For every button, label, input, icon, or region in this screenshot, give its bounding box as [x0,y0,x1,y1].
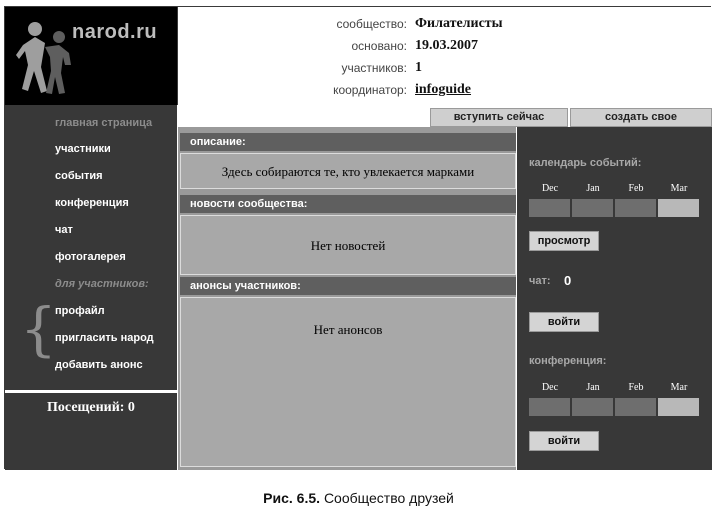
conference-cell-dec[interactable] [529,398,570,416]
visits-counter: Посещений: 0 [47,400,135,415]
conference-month: Jan [586,382,600,393]
create-own-tab[interactable]: создать свое [570,108,712,127]
conference-cell-mar[interactable] [658,398,699,416]
calendar-cell-jan[interactable] [572,199,613,217]
sidebar-members-heading: для участников: [55,278,149,290]
community-info [177,7,712,105]
calendar-label: календарь событий: [529,157,642,169]
conference-enter-button[interactable]: войти [529,431,599,451]
view-calendar-button[interactable]: просмотр [529,231,599,251]
sidebar-item-conference[interactable]: конференция [55,197,129,209]
chat-label: чат: [529,275,551,287]
figure-caption [0,490,717,506]
members-count-label: участников: [341,61,407,75]
founded-value: 19.03.2007 [415,38,478,53]
chat-enter-button[interactable]: войти [529,312,599,332]
people-logo-icon [15,17,75,97]
figure-number: Рис. 6.5. [263,490,321,506]
community-name-label: сообщество: [336,17,407,31]
sidebar-item-events[interactable]: события [55,170,103,182]
sidebar-item-add-announcement[interactable]: добавить анонс [55,359,143,371]
calendar-month: Jan [586,183,600,194]
narod-logo[interactable] [5,7,177,105]
sidebar-item-photogallery[interactable]: фотогалерея [55,251,126,263]
sidebar-nav [5,105,177,470]
sidebar-item-invite[interactable]: пригласить народ [55,332,154,344]
coordinator-label: координатор: [333,83,407,97]
sidebar-item-home[interactable]: главная страница [55,117,153,129]
conference-month: Dec [541,382,559,393]
description-text: Здесь собираются те, кто увлекается марками [221,164,475,179]
news-text: Нет новостей [310,238,386,253]
calendar-cell-feb[interactable] [615,199,656,217]
chat-count: 0 [564,273,572,288]
right-panel [517,127,712,470]
coordinator-row [178,83,713,101]
calendar-month: Dec [541,183,559,194]
calendar-month: Feb [628,183,644,194]
announcements-header: анонсы участников: [180,277,516,295]
figure-caption-text: Сообщество друзей [323,490,454,506]
founded-label: основано: [351,39,407,53]
community-page-frame [4,6,711,469]
sidebar-divider [5,390,177,393]
calendar-cell-dec[interactable] [529,199,570,217]
calendar-cell-mar[interactable] [658,199,699,217]
brace-icon: { [20,295,57,363]
description-body [180,153,516,189]
announcements-body [180,297,516,467]
community-name-row [178,17,713,35]
description-header: описание: [180,133,516,151]
news-header: новости сообщества: [180,195,516,213]
sidebar-item-chat[interactable]: чат [55,224,73,236]
members-count-row [178,61,713,79]
conference-label: конференция: [529,355,607,367]
conference-month: Mar [670,382,688,393]
logo-text: narod.ru [72,21,158,43]
main-content [177,127,517,470]
sidebar-item-profile[interactable]: профайл [55,305,105,317]
join-now-tab[interactable]: вступить сейчас [430,108,568,127]
coordinator-link[interactable]: infoguide [415,82,472,97]
members-count-value: 1 [415,60,422,75]
sidebar-item-members[interactable]: участники [55,143,111,155]
conference-cell-jan[interactable] [572,398,613,416]
conference-month: Feb [628,382,644,393]
founded-row [178,39,713,57]
news-body [180,215,516,275]
community-name-value: Филателисты [415,16,503,31]
announcements-text: Нет анонсов [313,322,383,337]
calendar-months [529,183,701,197]
conference-cell-feb[interactable] [615,398,656,416]
calendar-month: Mar [670,183,688,194]
conference-months [529,382,701,396]
